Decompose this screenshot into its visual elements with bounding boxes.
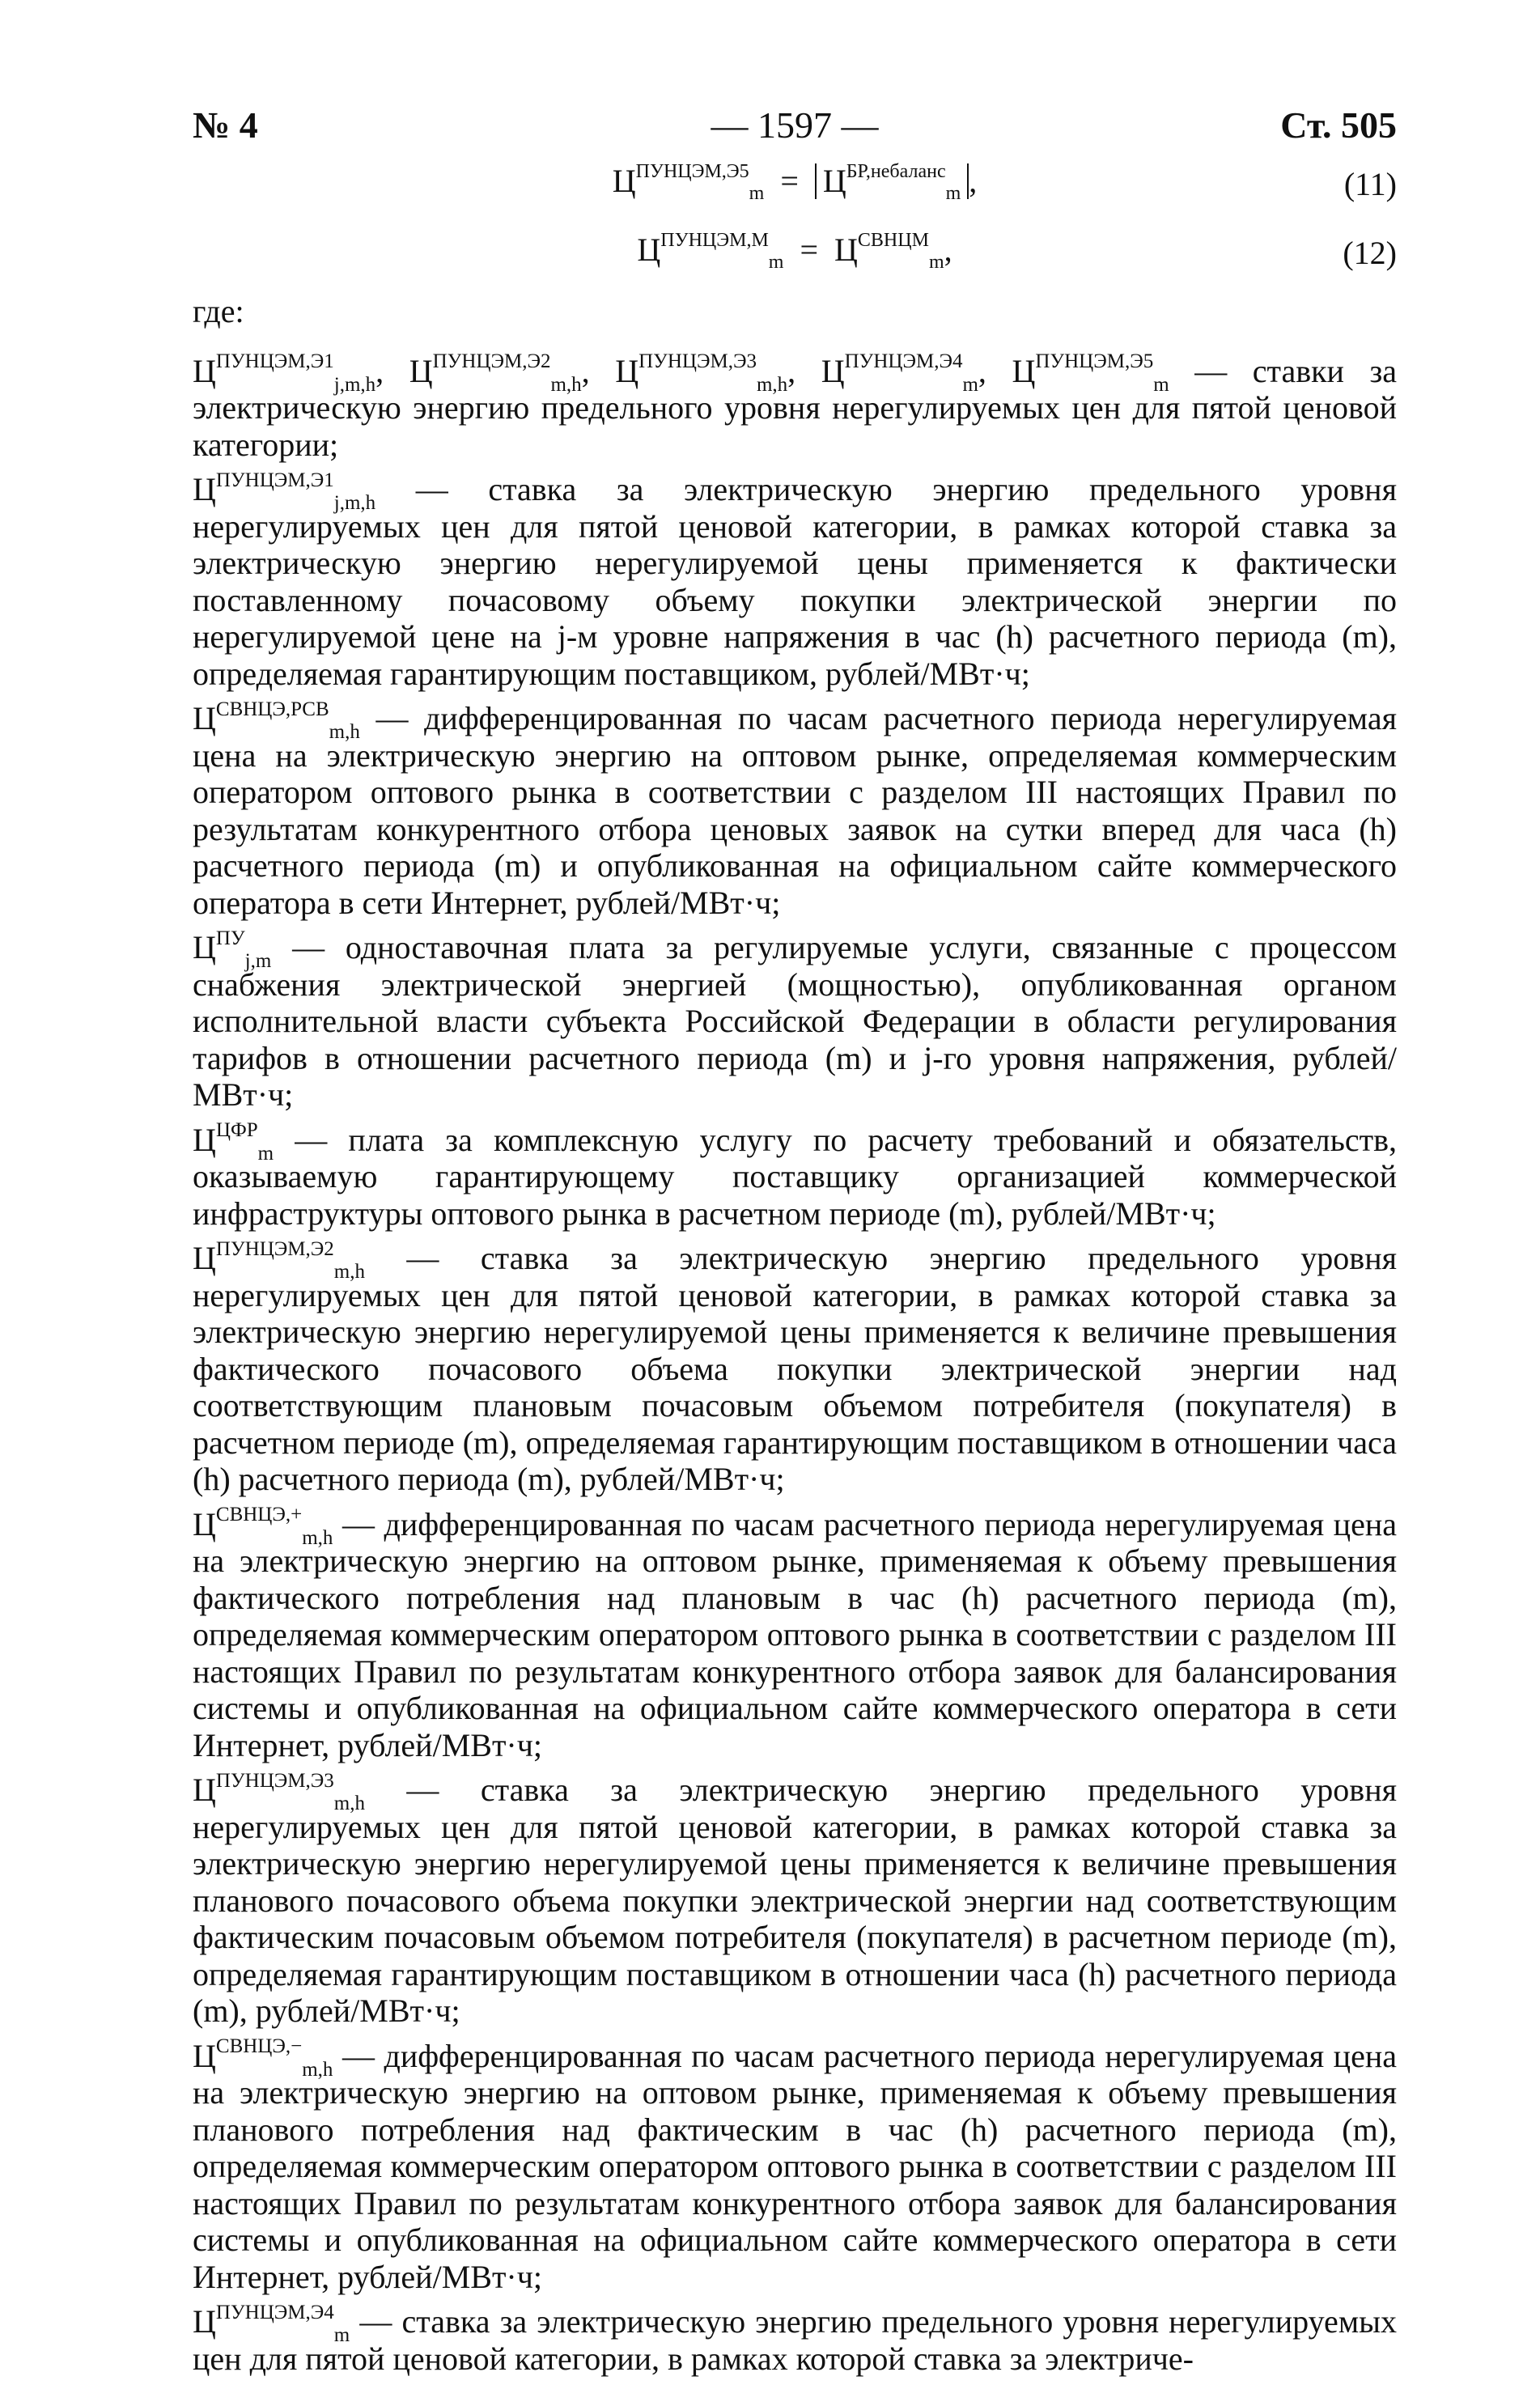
- definition-paragraph: $Ц^{ПУНЦЭМ,Э1}_{j,m,h}$ — ставка за электрическую энергию предельного уровня нерегулируемых цен для пятой ценовой категории, в рамках которой ставка за электрическую энергию нерегулируемой цены применяется к фактически поставленному почасовому объему покупки электрической энергии по нерегулируемой цене на j-м уровне напряжения в час (h) расчетного периода (m), определяемая гарантирующим поставщиком, рублей/МВт·ч;: [193, 469, 1397, 692]
- definition-paragraph: $Ц^{ПУНЦЭМ,Э4}_m$ — ставка за электрическую энергию предельного уровня нерегулируемых цен для пятой ценовой категории, в рамках которой ставка за электриче-: [193, 2301, 1397, 2377]
- definition-paragraph: $Ц^{ЦФР}_m$ — плата за комплексную услугу по расчету требований и обязательств, оказываемую гарантирующему поставщику организацией коммерческой инфраструктуры оптового рынка в расчетном периоде (m), рублей/МВт·ч;: [193, 1119, 1398, 1232]
- formula-rhs: $Ц^{СВНЦМ}_m$: [834, 229, 944, 273]
- page-number: — 1597 —: [711, 104, 879, 146]
- definition-paragraph: $Ц^{СВНЦЭ,-}_{m,h}$ — дифференцированная по часам расчетного периода нерегулируемая цена на электрическую энергию на оптовом рынке, применяемая к объему превышения планового потребления над фактическим в час (h) расчетного периода (m), определяемая коммерческим оператором оптового рынка в соответствии с разделом III настоящих Правил по результатам конкурентного отбора заявок для балансирования системы и опубликованная на официальном сайте коммерческого оператора в сети Интернет, рублей/МВт·ч;: [193, 2035, 1397, 2295]
- definition-paragraph: $Ц^{ПУ}_{j,m}$ — одноставочная плата за регулируемые услуги, связанные с процессом снабжения электрической энергией (мощностью), опубликованная органом исполнительной власти субъекта Российской Федерации в области регулирования тарифов в отношении расчетного периода (m) и j-го уровня напряжения, рублей/МВт·ч;: [193, 927, 1397, 1113]
- article-number: Ст. 505: [1280, 104, 1397, 146]
- page-header: [193, 104, 1397, 152]
- formula-lhs: $Ц^{ПУНЦЭМ,Э5}_m$: [612, 160, 765, 204]
- formula-12: $Ц^{ПУНЦЭМ,М}_m = Ц^{СВНЦМ}_m$, (12): [637, 229, 1397, 273]
- where-label: где:: [193, 293, 244, 329]
- definition-paragraph: $Ц^{СВНЦЭ,+}_{m,h}$ — дифференцированная по часам расчетного периода нерегулируемая цена на электрическую энергию на оптовом рынке, применяемая к объему превышения фактического потребления над плановым в час (h) расчетного периода (m), определяемая коммерческим оператором оптового рынка в соответствии с разделом III настоящих Правил по результатам конкурентного отбора заявок для балансирования системы и опубликованная на официальном сайте коммерческого оператора в сети Интернет, рублей/МВт·ч;: [193, 1504, 1397, 1763]
- definition-paragraph: $Ц^{СВНЦЭ,РСВ}_{m,h}$ — дифференцированная по часам расчетного периода нерегулируемая цена на электрическую энергию на оптовом рынке, определяемая коммерческим оператором оптового рынка в соответствии с разделом III настоящих Правил по результатам конкурентного отбора ценовых заявок на сутки вперед для часа (h) расчетного периода (m) и опубликованная на официальном сайте коммерческого оператора в сети Интернет, рублей/МВт·ч;: [193, 698, 1397, 921]
- formula-11: $Ц^{ПУНЦЭМ,Э5}_m = Ц^{БР,небаланс}_m$ , (11): [612, 160, 1397, 204]
- definition-paragraph: $Ц^{ПУНЦЭМ,Э2}_{m,h}$ — ставка за электрическую энергию предельного уровня нерегулируемых цен для пятой ценовой категории, в рамках которой ставка за электрическую энергию нерегулируемой цены применяется к величине превышения фактического почасового объема покупки электрической энергии над соответствующим плановым почасовым объемом потребителя (покупателя) в расчетном периоде (m), определяемая гарантирующим поставщиком в отношении часа (h) расчетного периода (m), рублей/МВт·ч;: [193, 1237, 1397, 1497]
- definition-paragraph: $Ц^{ПУНЦЭМ,Э1}_{j,m,h}$, $Ц^{ПУНЦЭМ,Э2}_{m,h}$, $Ц^{ПУНЦЭМ,Э3}_{m,h}$, $Ц^{ПУНЦЭМ,Э4}_m$, $Ц^{ПУНЦЭМ,Э5}_m$ — ставки за электрическую энергию предельного уровня нерегулируемых цен для пятой ценовой категории;: [193, 350, 1398, 463]
- body-text: [193, 293, 1397, 2377]
- issue-number: № 4: [193, 104, 258, 146]
- formula-rhs: $Ц^{БР,небаланс}_m$: [815, 163, 969, 199]
- formula-number: (11): [1343, 166, 1397, 202]
- formula-lhs: $Ц^{ПУНЦЭМ,М}_m$: [637, 229, 784, 273]
- definition-paragraph: $Ц^{ПУНЦЭМ,Э3}_{m,h}$ — ставка за электрическую энергию предельного уровня нерегулируемых цен для пятой ценовой категории, в рамках которой ставка за электрическую энергию нерегулируемой цены применяется к величине превышения планового почасового объема покупки электрической энергии над соответствующим фактическим почасовым объемом потребителя (покупателя) в расчетном периоде (m), определяемая гарантирующим поставщиком в отношении часа (h) расчетного периода (m), рублей/МВт·ч;: [193, 1769, 1397, 2029]
- formula-number: (12): [1343, 235, 1397, 271]
